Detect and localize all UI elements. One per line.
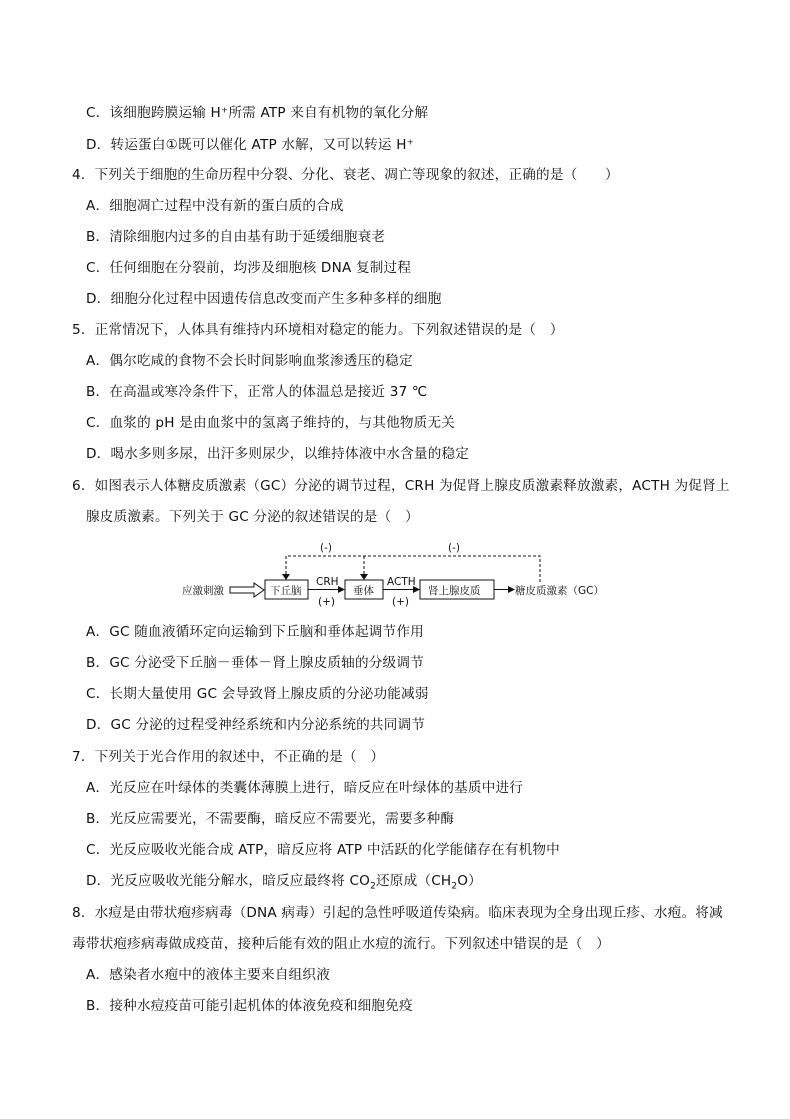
acth-plus-label: (+) — [392, 596, 409, 608]
option-4c: C．任何细胞在分裂前，均涉及细胞核 DNA 复制过程 — [86, 260, 412, 276]
feedback-minus-label-2: (-) — [448, 542, 460, 554]
option-7a: A．光反应在叶绿体的类囊体薄膜上进行，暗反应在叶绿体的基质中进行 — [86, 780, 524, 796]
crh-plus-label: (+) — [318, 596, 335, 608]
option-3c: C．该细胞跨膜运输 H⁺所需 ATP 来自有机物的氧化分解 — [86, 105, 429, 121]
option-5d: D．喝水多则多尿，出汗多则尿少，以维持体液中水含量的稳定 — [86, 446, 470, 462]
acth-label: ACTH — [387, 576, 416, 588]
pituitary-label: 垂体 — [353, 585, 374, 597]
option-7c: C．光反应吸收光能合成 ATP，暗反应将 ATP 中活跃的化学能储存在有机物中 — [86, 842, 560, 858]
option-6c: C．长期大量使用 GC 会导致肾上腺皮质的分泌功能减弱 — [86, 686, 429, 702]
feedback-arrowhead-pituitary — [360, 574, 368, 580]
feedback-minus-label-1: (-) — [320, 542, 332, 554]
option-8b: B．接种水痘疫苗可能引起机体的体液免疫和细胞免疫 — [86, 998, 413, 1014]
option-4b: B．清除细胞内过多的自由基有助于延缓细胞衰老 — [86, 229, 386, 245]
gc-regulation-diagram — [178, 538, 618, 608]
question-5-stem: 5．正常情况下，人体具有维持内环境相对稳定的能力。下列叙述错误的是（ ） — [72, 322, 564, 338]
option-6a: A．GC 随血液循环定向运输到下丘脑和垂体起调节作用 — [86, 624, 424, 640]
option-7b: B．光反应需要光，不需要酶，暗反应不需要光，需要多种酶 — [86, 811, 455, 827]
hypothalamus-label: 下丘脑 — [270, 585, 302, 597]
option-4d: D．细胞分化过程中因遗传信息改变而产生多种多样的细胞 — [86, 291, 442, 307]
option-5b: B．在高温或寒冷条件下，正常人的体温总是接近 37 ℃ — [86, 384, 428, 400]
option-4a: A．细胞凋亡过程中没有新的蛋白质的合成 — [86, 198, 344, 214]
adrenal-cortex-label: 肾上腺皮质 — [428, 585, 481, 597]
option-5c: C．血浆的 pH 是由血浆中的氢离子维持的，与其他物质无关 — [86, 415, 456, 431]
crh-label: CRH — [316, 576, 339, 588]
option-5a: A．偶尔吃咸的食物不会长时间影响血浆渗透压的稳定 — [86, 353, 413, 369]
gc-output-label: 糖皮质激素（GC） — [515, 585, 604, 597]
option-3d: D．转运蛋白①既可以催化 ATP 水解，又可以转运 H⁺ — [86, 137, 415, 153]
option-6b: B．GC 分泌受下丘脑－垂体－肾上腺皮质轴的分级调节 — [86, 655, 424, 671]
question-4-stem: 4．下列关于细胞的生命历程中分裂、分化、衰老、凋亡等现象的叙述，正确的是（ ） — [72, 167, 619, 183]
option-8a: A．感染者水疱中的液体主要来自组织液 — [86, 967, 330, 983]
feedback-arrowhead-hypothalamus — [282, 574, 290, 580]
question-8-stem-line1: 8．水痘是由带状疱疹病毒（DNA 病毒）引起的急性呼吸道传染病。临床表现为全身出现丘疹、水疱。将减 — [72, 905, 723, 921]
question-8-stem-line2: 毒带状疱疹病毒做成疫苗，接种后能有效的阻止水痘的流行。下列叙述中错误的是（ ） — [72, 936, 610, 952]
option-7d: D．光反应吸收光能分解水，暗反应最终将 $CO_2$还原成$(CH_2O)$ — [86, 873, 482, 892]
question-6-stem-line1: 6．如图表示人体糖皮质激素（GC）分泌的调节过程，CRH 为促肾上腺皮质激素释放激素，ACTH 为促肾上 — [72, 478, 730, 494]
question-7-stem: 7．下列关于光合作用的叙述中，不正确的是（ ） — [72, 749, 385, 765]
option-6d: D．GC 分泌的过程受神经系统和内分泌系统的共同调节 — [86, 717, 426, 733]
question-6-stem-line2: 腺皮质激素。下列关于 GC 分泌的叙述错误的是（ ） — [86, 509, 419, 525]
stimulus-label: 应激刺激 — [182, 585, 224, 597]
stimulus-hollow-arrow — [230, 583, 264, 597]
